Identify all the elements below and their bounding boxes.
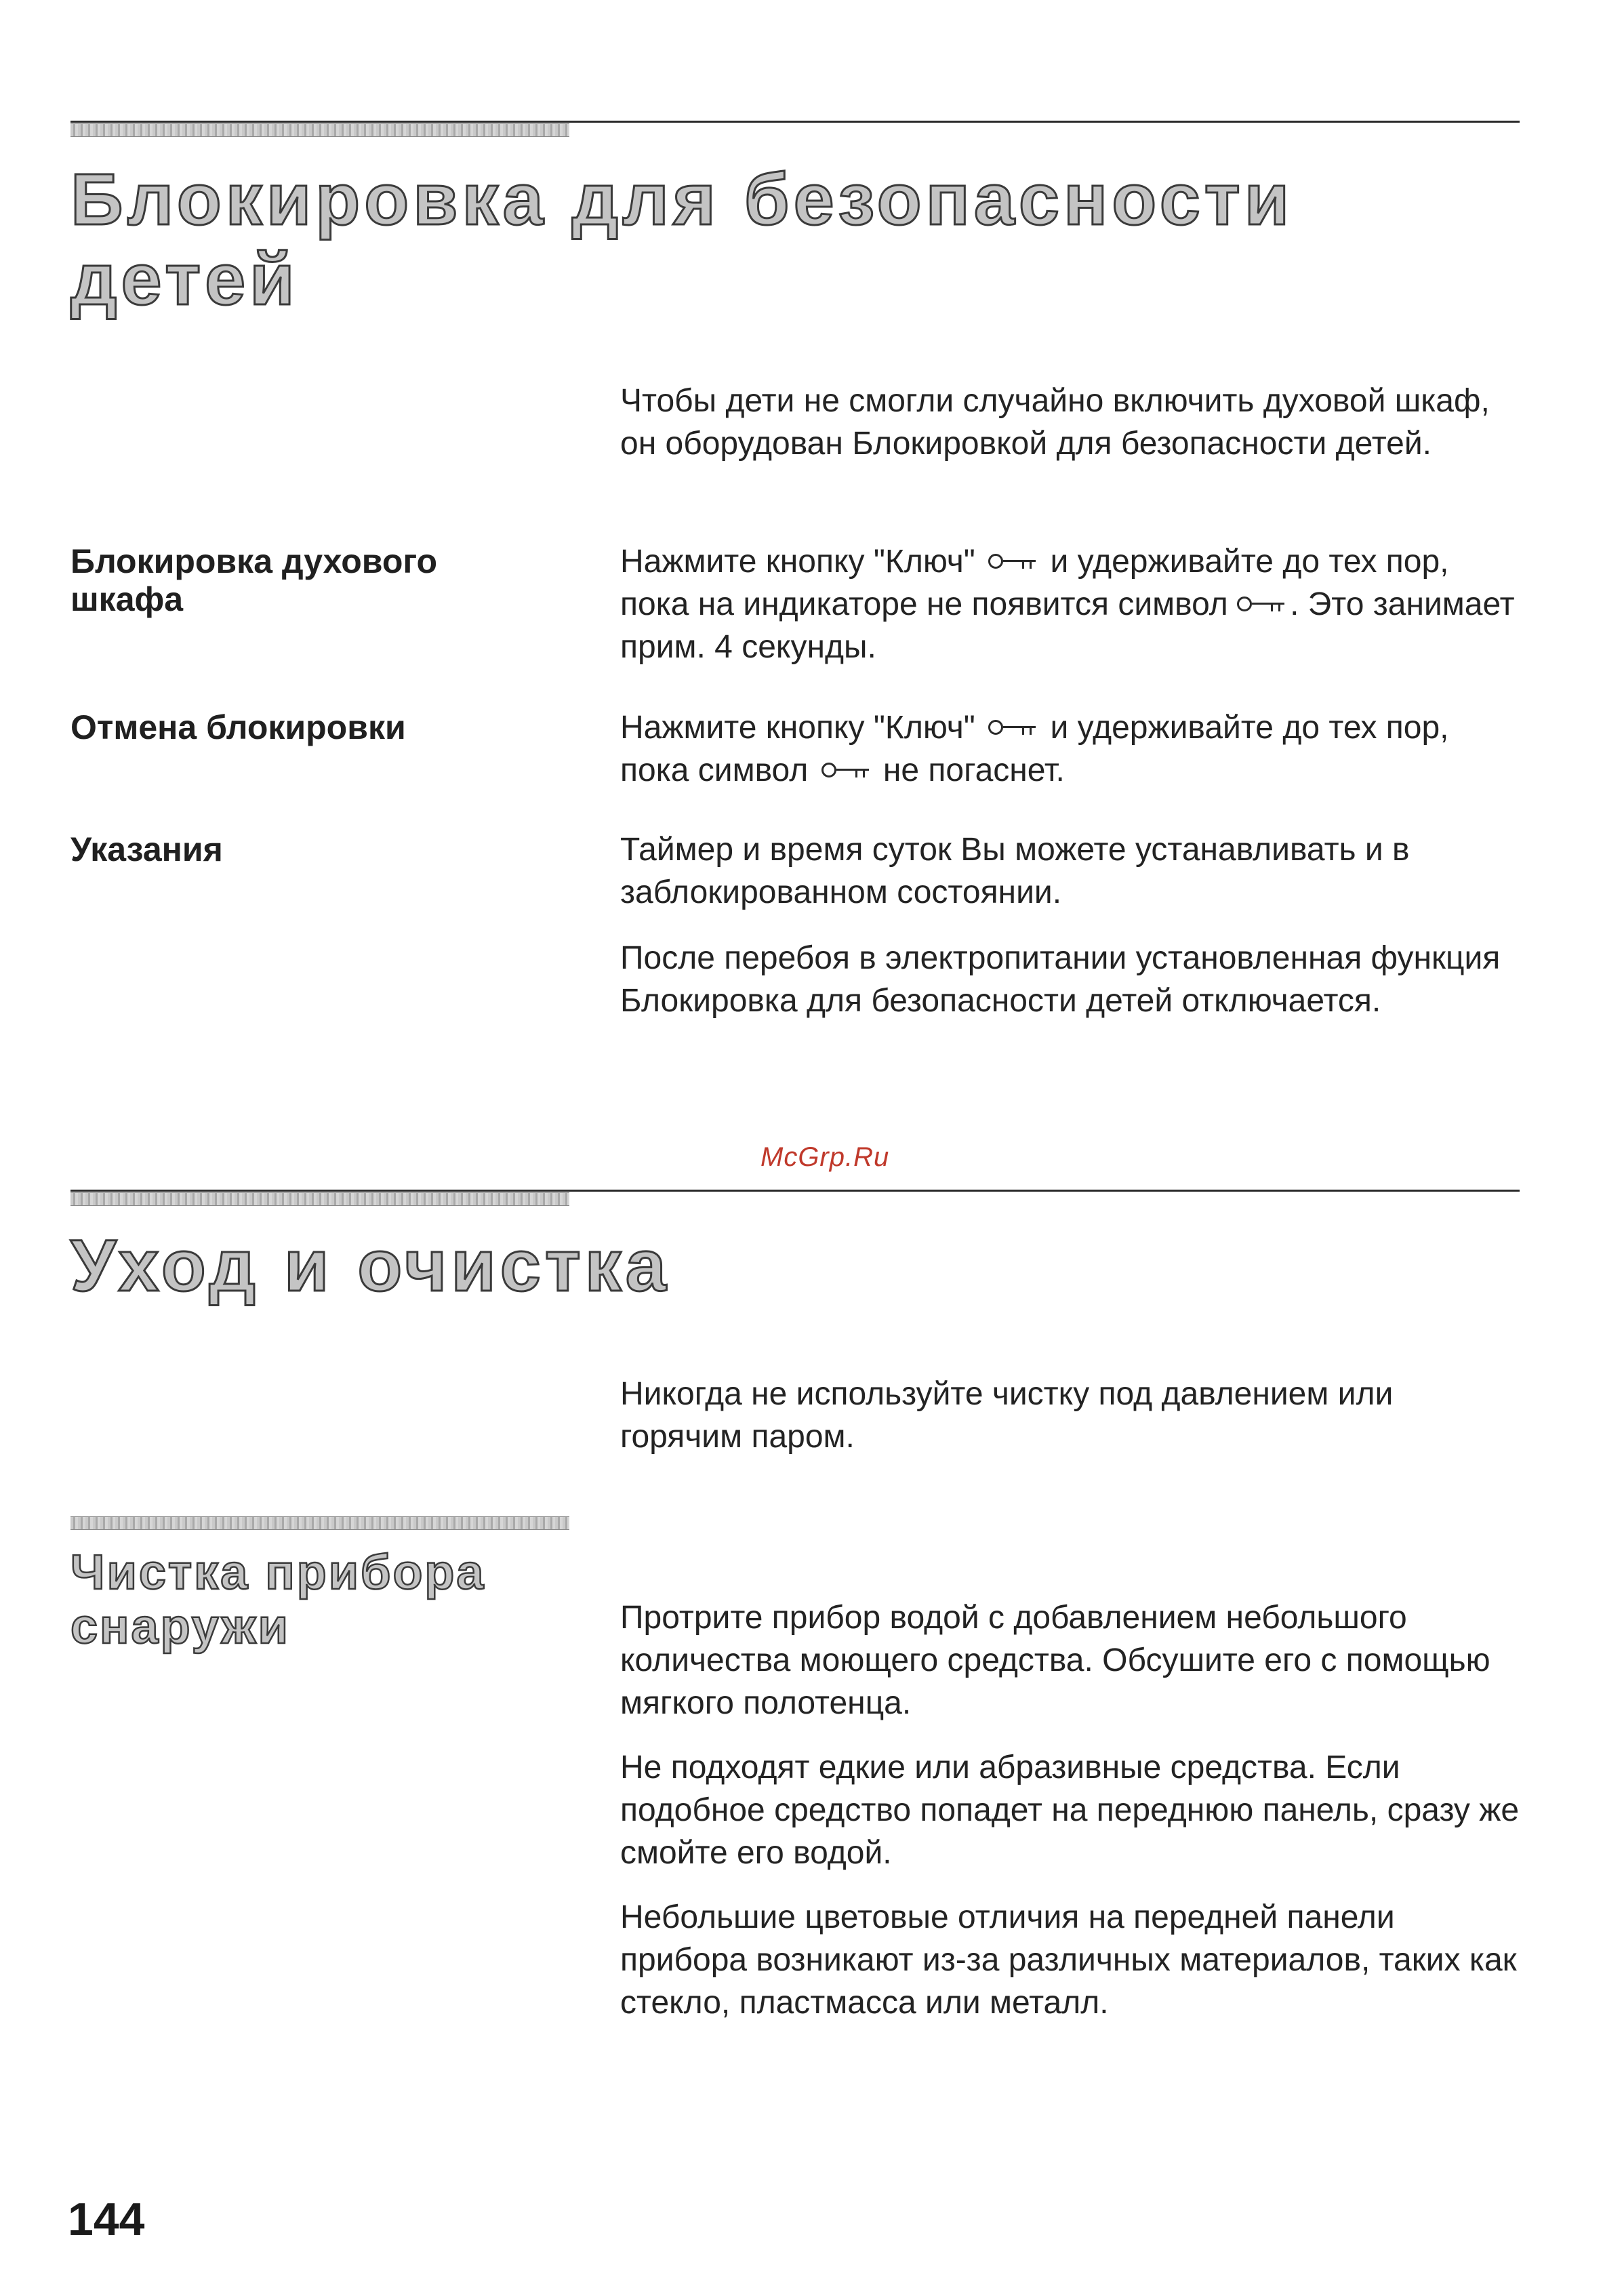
cleaning-paragraph-1: Протрите прибор водой с добавлением небольшого количества моющего средства. Обсушите его с помощью мягкого полотенца.: [620, 1600, 1490, 1721]
key-icon: [988, 552, 1037, 569]
cleaning-paragraph-2: Не подходят едкие или абразивные средства. Если подобное средство попадет на переднюю панель, сразу же смойте его водой.: [620, 1750, 1520, 1871]
notes-text: [620, 828, 1522, 1022]
key-icon: [1237, 594, 1286, 612]
section2-intro: Никогда не используйте чистку под давлением или горячим паром.: [620, 1376, 1394, 1455]
section2-title: Уход и очистка: [70, 1224, 670, 1306]
notes-paragraph-1: Таймер и время суток Вы можете устанавливать и в заблокированном состоянии.: [620, 832, 1410, 910]
section-band: [70, 1192, 569, 1206]
key-icon: [821, 761, 870, 778]
lock-label: Блокировка духового шкафа: [70, 542, 438, 618]
watermark: McGrp.Ru: [760, 1142, 890, 1172]
section-band: [70, 123, 569, 137]
section1-intro: Чтобы дети не смогли случайно включить духовой шкаф, он оборудован Блокировкой для безопасности детей.: [620, 383, 1490, 462]
unlock-text: Нажмите кнопку "Ключ" и удерживайте до тех пор, пока символ не погаснет.: [620, 710, 1449, 788]
key-icon: [988, 718, 1037, 735]
notes-label: Указания: [70, 830, 223, 868]
lock-text: Нажмите кнопку "Ключ" и удерживайте до тех пор, пока на индикаторе не появится символ . Это занимает прим. 4 секунды.: [620, 544, 1515, 665]
page-title: [70, 159, 1293, 319]
section3-text: [620, 1596, 1522, 2024]
page-title-line1: Блокировка для безопасности: [70, 158, 1294, 240]
unlock-label: Отмена блокировки: [70, 708, 406, 746]
page-number: 144: [68, 2194, 145, 2245]
page-title-line2: детей: [70, 238, 299, 320]
section3-title: Чистка прибора снаружи: [70, 1545, 486, 1654]
subsection-band: [70, 1516, 569, 1530]
section-rule: [70, 121, 1520, 123]
section-rule: [70, 1190, 1520, 1192]
notes-paragraph-2: После перебоя в электропитании установленная функция Блокировка для безопасности детей отключается.: [620, 940, 1501, 1019]
cleaning-paragraph-3: Небольшие цветовые отличия на передней панели прибора возникают из-за различных материалов, таких как стекло, пластмасса или металл.: [620, 1899, 1517, 2021]
